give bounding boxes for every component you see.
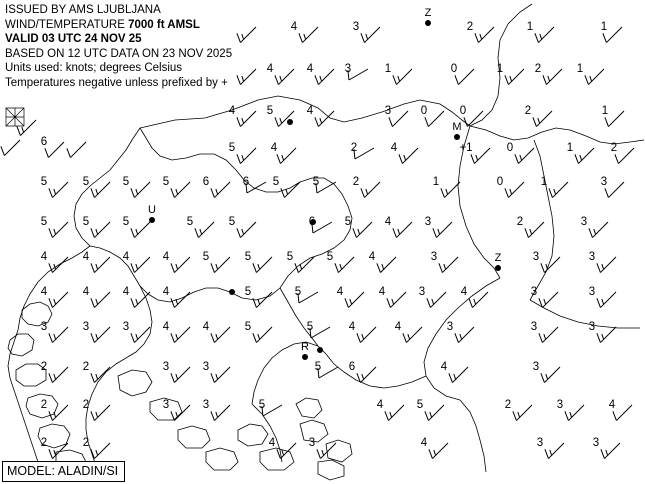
wind-barb <box>429 443 448 459</box>
wind-barb <box>464 111 483 127</box>
wind-barb <box>541 257 560 273</box>
wind-barb <box>253 327 272 343</box>
wind-barb <box>575 148 594 164</box>
temperature-value: 5 <box>122 176 130 188</box>
temperature-value: 3 <box>532 251 540 263</box>
temperature-value: 3 <box>588 251 596 263</box>
temperature-value: 2 <box>504 399 512 411</box>
wind-barb <box>253 292 272 308</box>
temperature-value: 2 <box>610 142 618 154</box>
temperature-value: 4 <box>40 251 48 263</box>
wind-barb <box>605 182 624 198</box>
wind-barb <box>597 292 616 308</box>
wind-barb <box>597 257 616 273</box>
temperature-value: 3 <box>430 251 438 263</box>
wind-barb <box>277 443 296 459</box>
wind-barb <box>545 443 564 459</box>
temperature-value: 4 <box>394 321 402 333</box>
temperature-value: 2 <box>350 142 358 154</box>
temperature-value: 5 <box>40 176 48 188</box>
wind-barb <box>425 111 444 127</box>
wind-barb <box>237 148 256 164</box>
wind-barb <box>505 69 524 85</box>
wind-barb <box>469 292 488 308</box>
wind-barb <box>237 222 256 238</box>
temperature-value: 3 <box>536 437 544 449</box>
temperature-value: 2 <box>466 21 474 33</box>
temperature-value: 5 <box>286 251 294 263</box>
station-marker <box>317 347 323 353</box>
temperature-value: 5 <box>122 216 130 228</box>
wind-barb <box>505 182 524 198</box>
temperature-value: 0 <box>450 63 458 75</box>
temperature-value: 2 <box>82 437 90 449</box>
wind-barb <box>275 69 294 85</box>
temperature-value: 4 <box>460 286 468 298</box>
temperature-value: 5 <box>314 361 322 373</box>
temperature-value: 5 <box>244 286 252 298</box>
temperature-value: 4 <box>378 286 386 298</box>
station-label: R <box>301 341 309 353</box>
temperature-value: 4 <box>306 105 314 117</box>
wind-barb <box>539 292 558 308</box>
wind-barb <box>601 443 620 459</box>
temperature-value: 4 <box>202 321 210 333</box>
temperature-value: 5 <box>202 251 210 263</box>
temperature-value: 0 <box>459 105 467 117</box>
wind-barb <box>91 327 110 343</box>
station-label: Z <box>494 252 502 264</box>
wind-barb <box>525 222 544 238</box>
temperature-value: 3 <box>82 321 90 333</box>
wind-barb <box>513 405 532 421</box>
temperature-value: 4 <box>608 399 616 411</box>
temperature-value: 3 <box>588 321 596 333</box>
temperature-value: 3 <box>202 361 210 373</box>
temperature-value: 4 <box>40 286 48 298</box>
wind-barb <box>533 111 552 127</box>
temperature-value: 2 <box>352 176 360 188</box>
wind-barb <box>455 327 474 343</box>
temperature-value: 5 <box>228 142 236 154</box>
temperature-value: 1 <box>540 176 548 188</box>
temperature-value: 4 <box>384 216 392 228</box>
temperature-value: 4 <box>376 399 384 411</box>
wind-barb <box>49 327 68 343</box>
temperature-value: 4 <box>162 251 170 263</box>
wind-barb <box>237 111 256 127</box>
wind-barb <box>317 443 336 459</box>
temperature-value: 3 <box>344 63 352 75</box>
temperature-value: 0 <box>496 176 504 188</box>
wind-barb <box>393 69 412 85</box>
legend-hatch-box <box>2 104 28 136</box>
wind-barb <box>211 182 230 198</box>
wind-barb <box>49 443 68 459</box>
temperature-value: 4 <box>348 321 356 333</box>
temperature-value: 3 <box>308 437 316 449</box>
header-block <box>3 2 235 92</box>
temperature-value: 6 <box>202 176 210 188</box>
temperature-value: 3 <box>532 361 540 373</box>
temperature-value: 5 <box>344 216 352 228</box>
temperature-value: 5 <box>272 176 280 188</box>
wind-barb <box>171 327 190 343</box>
wind-barb <box>439 257 458 273</box>
wind-barb <box>353 222 372 238</box>
wind-barb <box>589 222 608 238</box>
temperature-value: 4 <box>82 251 90 263</box>
wind-barb <box>131 327 150 343</box>
wind-barb <box>449 367 468 383</box>
station-marker <box>287 119 293 125</box>
wind-barb <box>315 111 334 127</box>
temperature-value: 3 <box>530 286 538 298</box>
model-label: MODEL: ALADIN/SI <box>2 461 125 482</box>
wind-barb <box>171 292 190 308</box>
wind-barb <box>441 182 460 198</box>
station-marker <box>425 20 431 26</box>
wind-barb <box>131 292 150 308</box>
temperature-value: 2 <box>516 216 524 228</box>
temperature-value: 2 <box>82 361 90 373</box>
wind-barb <box>427 292 446 308</box>
wind-barb <box>91 405 110 421</box>
wind-barb <box>539 327 558 343</box>
temperature-value: 6 <box>40 136 48 148</box>
wind-barb <box>543 69 562 85</box>
temperature-value: 0 <box>506 142 514 154</box>
temperature-value: 4 <box>390 142 398 154</box>
temperature-value: 4 <box>270 142 278 154</box>
wind-barb <box>345 292 364 308</box>
temperature-value: 3 <box>530 321 538 333</box>
temperature-value: 3 <box>352 21 360 33</box>
temperature-value: 2 <box>524 105 532 117</box>
temperature-value: 2 <box>40 399 48 411</box>
wind-barb <box>67 142 86 158</box>
wind-barb <box>171 367 190 383</box>
wind-barb <box>49 367 68 383</box>
temperature-value: 4 <box>368 251 376 263</box>
wind-barb <box>211 257 230 273</box>
temperature-value: +1 <box>459 142 473 154</box>
wind-barb <box>433 222 452 238</box>
wind-barb <box>91 222 110 238</box>
wind-barb <box>237 27 256 43</box>
temperature-value: 1 <box>600 21 608 33</box>
wind-barb <box>131 222 150 238</box>
wind-barb <box>171 405 190 421</box>
wind-barb <box>565 405 584 421</box>
temperature-value: 3 <box>40 321 48 333</box>
temperature-value: 3 <box>418 286 426 298</box>
wind-barb <box>211 367 230 383</box>
station-marker <box>302 354 308 360</box>
temperature-value: 5 <box>258 399 266 411</box>
temperature-value: 1 <box>576 63 584 75</box>
wind-barb <box>45 142 64 158</box>
wind-barb <box>385 405 404 421</box>
temperature-value: 6 <box>348 361 356 373</box>
wind-barb <box>171 257 190 273</box>
wind-barb <box>49 182 68 198</box>
wind-barb <box>361 27 380 43</box>
station-marker <box>229 289 235 295</box>
wind-barb <box>387 292 406 308</box>
temperature-value: 1 <box>601 105 609 117</box>
temperature-value: 3 <box>600 176 608 188</box>
station-marker <box>495 265 501 271</box>
temperature-value: 5 <box>186 216 194 228</box>
header-units: Units used: knots; degrees Celsius <box>5 62 183 74</box>
wind-barb <box>91 257 110 273</box>
station-label: U <box>148 204 156 216</box>
temperature-value: 3 <box>122 321 130 333</box>
temperature-value: 1 <box>384 63 392 75</box>
wind-barb <box>361 182 380 198</box>
wind-barb <box>295 257 314 273</box>
wind-barb <box>315 69 334 85</box>
temperature-value: 4 <box>268 437 276 449</box>
wind-barb <box>171 182 190 198</box>
temperature-value: 1 <box>432 176 440 188</box>
temperature-value: 5 <box>82 216 90 228</box>
temperature-value: 1 <box>566 142 574 154</box>
wind-barb <box>597 327 616 343</box>
header-valid: VALID 03 UTC 24 NOV 25 <box>5 33 142 45</box>
wind-barb <box>211 405 230 421</box>
wind-barb <box>377 257 396 273</box>
temperature-value: 4 <box>290 21 298 33</box>
temperature-value: 3 <box>424 216 432 228</box>
wind-barb <box>237 69 256 85</box>
temperature-value: 4 <box>162 286 170 298</box>
wind-barb <box>613 405 632 421</box>
header-issued-by: ISSUED BY AMS LJUBLJANA <box>5 4 161 16</box>
wind-barb <box>357 327 376 343</box>
temperature-value: 6 <box>242 176 250 188</box>
temperature-value: 2 <box>82 399 90 411</box>
temperature-value: 5 <box>326 251 334 263</box>
temperature-value: 2 <box>40 437 48 449</box>
station-marker <box>454 134 460 140</box>
temperature-value: 3 <box>384 105 392 117</box>
temperature-value: 1 <box>526 21 534 33</box>
wind-barb <box>335 257 354 273</box>
temperature-value: 3 <box>202 399 210 411</box>
wind-barb <box>549 182 568 198</box>
wind-barb <box>277 148 296 164</box>
temperature-value: 5 <box>40 216 48 228</box>
wind-barb <box>211 327 230 343</box>
temperature-value: 5 <box>306 321 314 333</box>
wind-barb <box>281 182 300 198</box>
temperature-value: 4 <box>336 286 344 298</box>
temperature-value: 3 <box>162 361 170 373</box>
temperature-value: 5 <box>244 321 252 333</box>
wind-barb <box>131 182 150 198</box>
wind-barb <box>357 367 376 383</box>
temperature-value: 1 <box>496 63 504 75</box>
header-temp-note: Temperatures negative unless prefixed by + <box>5 76 228 89</box>
temperature-value: 0 <box>420 105 428 117</box>
wind-barb <box>475 27 494 43</box>
temperature-value: 3 <box>580 216 588 228</box>
temperature-value: 3 <box>588 286 596 298</box>
temperature-value: 2 <box>534 63 542 75</box>
wind-barb <box>393 222 412 238</box>
wind-barb <box>299 27 318 43</box>
wind-barb <box>389 111 408 127</box>
header-level <box>5 18 232 33</box>
temperature-value: 3 <box>592 437 600 449</box>
wind-barb <box>49 405 68 421</box>
temperature-value: 4 <box>440 361 448 373</box>
wind-barb <box>91 292 110 308</box>
station-label: Z <box>424 7 432 19</box>
temperature-value: 5 <box>312 176 320 188</box>
header-level-value: 7000 ft AMSL <box>128 18 200 31</box>
temperature-value: 6 <box>308 216 316 228</box>
temperature-value: 4 <box>266 63 274 75</box>
temperature-value: 5 <box>162 176 170 188</box>
temperature-value: 5 <box>266 105 274 117</box>
temperature-value: 4 <box>306 63 314 75</box>
wind-barb <box>195 222 214 238</box>
temperature-value: 4 <box>162 321 170 333</box>
temperature-value: 3 <box>556 399 564 411</box>
wind-barb <box>471 148 490 164</box>
temperature-value: 4 <box>122 286 130 298</box>
temperature-value: 5 <box>294 286 302 298</box>
wind-barb <box>615 148 634 164</box>
wind-barb <box>131 257 150 273</box>
wind-barb <box>515 148 534 164</box>
temperature-value: 5 <box>416 399 424 411</box>
wind-barb <box>253 257 272 273</box>
wind-barb <box>91 443 110 459</box>
wind-barb <box>91 182 110 198</box>
temperature-value: 4 <box>420 437 428 449</box>
temperature-value: 2 <box>40 361 48 373</box>
wind-barb <box>1 140 20 156</box>
wind-barb <box>91 367 110 383</box>
station-label: M <box>452 121 462 133</box>
wind-barb <box>535 27 554 43</box>
wind-barb <box>399 148 418 164</box>
wind-barb <box>49 292 68 308</box>
wind-barb <box>49 222 68 238</box>
wind-barb <box>585 69 604 85</box>
temperature-value: 4 <box>228 105 236 117</box>
temperature-value: 5 <box>82 176 90 188</box>
wind-barb <box>425 405 444 421</box>
header-based-on: BASED ON 12 UTC DATA ON 23 NOV 2025 <box>5 47 233 60</box>
temperature-value: 5 <box>244 251 252 263</box>
wind-barb <box>541 367 560 383</box>
temperature-value: 3 <box>162 399 170 411</box>
wind-barb <box>403 327 422 343</box>
temperature-value: 4 <box>82 286 90 298</box>
temperature-value: 4 <box>122 251 130 263</box>
temperature-value: 3 <box>446 321 454 333</box>
wind-barb <box>49 257 68 273</box>
wind-barb <box>455 69 474 85</box>
temperature-value: 5 <box>228 216 236 228</box>
header-level-prefix: WIND/TEMPERATURE <box>5 18 129 31</box>
